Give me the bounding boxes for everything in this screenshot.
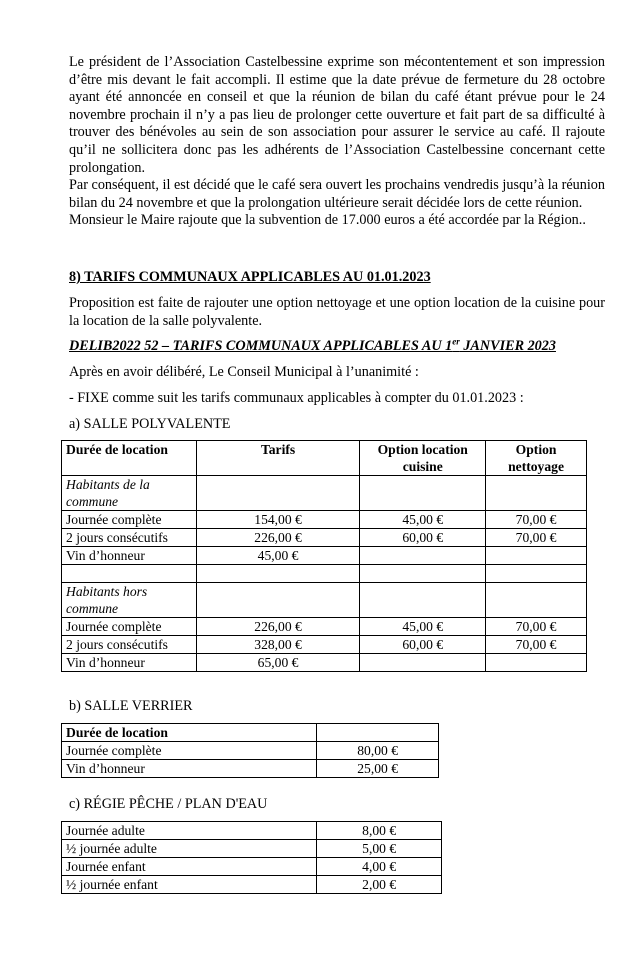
regie-peche-table [61,821,442,894]
table-row [62,840,442,858]
table-cell [360,547,486,565]
table-row [62,822,442,840]
paragraph-association: Le président de l’Association Castelbessine exprime son mécontentement et son impression d’être mis devant le fait accompli. Il estime que la date prévue de fermeture du 28 octobre ayant été annoncée en conseil et que la réunion de bilan du café étant prévue pour le 24 novembre prochain il n’y a pas lieu de prolonger cette ouverture et fait part de sa difficulté à trouver des bénévoles au sein de son association pour assurer le service au café. Il rajoute qu’il ne sollicitera donc pas les adhérents de l’Association Castelbessine concernant cette prolongation. [69,54,605,176]
table-cell: 25,00 € [317,760,439,778]
table-cell: 70,00 € [486,618,587,636]
delib-title-main: DELIB2022 52 – TARIFS COMMUNAUX APPLICABLES AU 1 [69,338,453,354]
group-row-hors-commune [62,583,587,618]
table-cell: 70,00 € [486,636,587,654]
delib-title-wrap [69,337,556,355]
delib-title-sup: er [452,336,460,347]
paragraph-deliberation: Après en avoir délibéré, Le Conseil Municipal à l’unanimité : [69,364,419,380]
table-cell: 226,00 € [196,618,360,636]
table-row [62,858,442,876]
table-cell: ½ journée enfant [62,876,317,894]
table-row [62,876,442,894]
table-row [62,529,587,547]
header-tarifs: Tarifs [196,441,360,476]
table-cell: 4,00 € [317,858,442,876]
regie-peche-label: c) RÉGIE PÊCHE / PLAN D'EAU [69,796,268,812]
table-row [62,742,439,760]
paragraph-subvention: Monsieur le Maire rajoute que la subvention de 17.000 euros a été accordée par la Région.. [69,212,586,229]
table-row [62,760,439,778]
group-label-hors-commune: Habitants hors commune [62,583,197,618]
paragraph-proposal: Proposition est faite de rajouter une option nettoyage et une option location de la cuisine pour la location de la salle polyvalente. [69,295,605,329]
delib-title [69,337,556,355]
table-cell: 60,00 € [360,529,486,547]
table-cell: 70,00 € [486,511,587,529]
table-cell: 5,00 € [317,840,442,858]
table-cell: 226,00 € [196,529,360,547]
table-cell: 45,00 € [360,511,486,529]
proposal-wrap [69,295,605,330]
header-option-nettoyage: Option nettoyage [486,441,587,476]
table-row [62,547,587,565]
salle-polyvalente-label: a) SALLE POLYVALENTE [69,416,231,432]
table-cell: 2 jours consécutifs [62,636,197,654]
header-duree: Durée de location [62,441,197,476]
table-cell: 328,00 € [196,636,360,654]
group-row-commune [62,476,587,511]
table-cell [360,654,486,672]
table-cell: Vin d’honneur [62,654,197,672]
header-duree: Durée de location [62,724,317,742]
table-cell [486,547,587,565]
table-cell: 45,00 € [196,547,360,565]
paragraph-decision: Par conséquent, il est décidé que le café sera ouvert les prochains vendredis jusqu’à la réunion bilan du 24 novembre et que la prolongation ultérieure serait décidée lors de cette réunion. [69,177,605,211]
group-label-commune: Habitants de la commune [62,476,197,511]
table-header-row [62,441,587,476]
table-row [62,654,587,672]
table-cell: 154,00 € [196,511,360,529]
table-cell: Journée enfant [62,858,317,876]
table-cell: Journée complète [62,742,317,760]
table-cell: Journée adulte [62,822,317,840]
table-cell: 60,00 € [360,636,486,654]
document-body [69,54,605,230]
salle-polyvalente-table [61,440,587,672]
section-title-wrap [69,268,431,286]
table-cell: Journée complète [62,511,197,529]
header-option-cuisine: Option location cuisine [360,441,486,476]
table-cell: Vin d’honneur [62,547,197,565]
table-cell: 2 jours consécutifs [62,529,197,547]
table-row [62,636,587,654]
spacer-row [62,565,587,583]
section-title: 8) TARIFS COMMUNAUX APPLICABLES AU 01.01.2023 [69,269,431,285]
salle-verrier-table [61,723,439,778]
table-cell: 8,00 € [317,822,442,840]
table-cell: ½ journée adulte [62,840,317,858]
table-cell: 70,00 € [486,529,587,547]
table-header-row [62,724,439,742]
table-cell: 65,00 € [196,654,360,672]
table-cell: 2,00 € [317,876,442,894]
salle-verrier-label: b) SALLE VERRIER [69,698,193,714]
table-cell: 80,00 € [317,742,439,760]
table-cell: Vin d’honneur [62,760,317,778]
table-cell: Journée complète [62,618,197,636]
delib-title-end: JANVIER 2023 [459,338,556,354]
table-cell [486,654,587,672]
paragraph-fixe: - FIXE comme suit les tarifs communaux applicables à compter du 01.01.2023 : [69,390,524,406]
table-cell: 45,00 € [360,618,486,636]
table-row [62,511,587,529]
table-row [62,618,587,636]
